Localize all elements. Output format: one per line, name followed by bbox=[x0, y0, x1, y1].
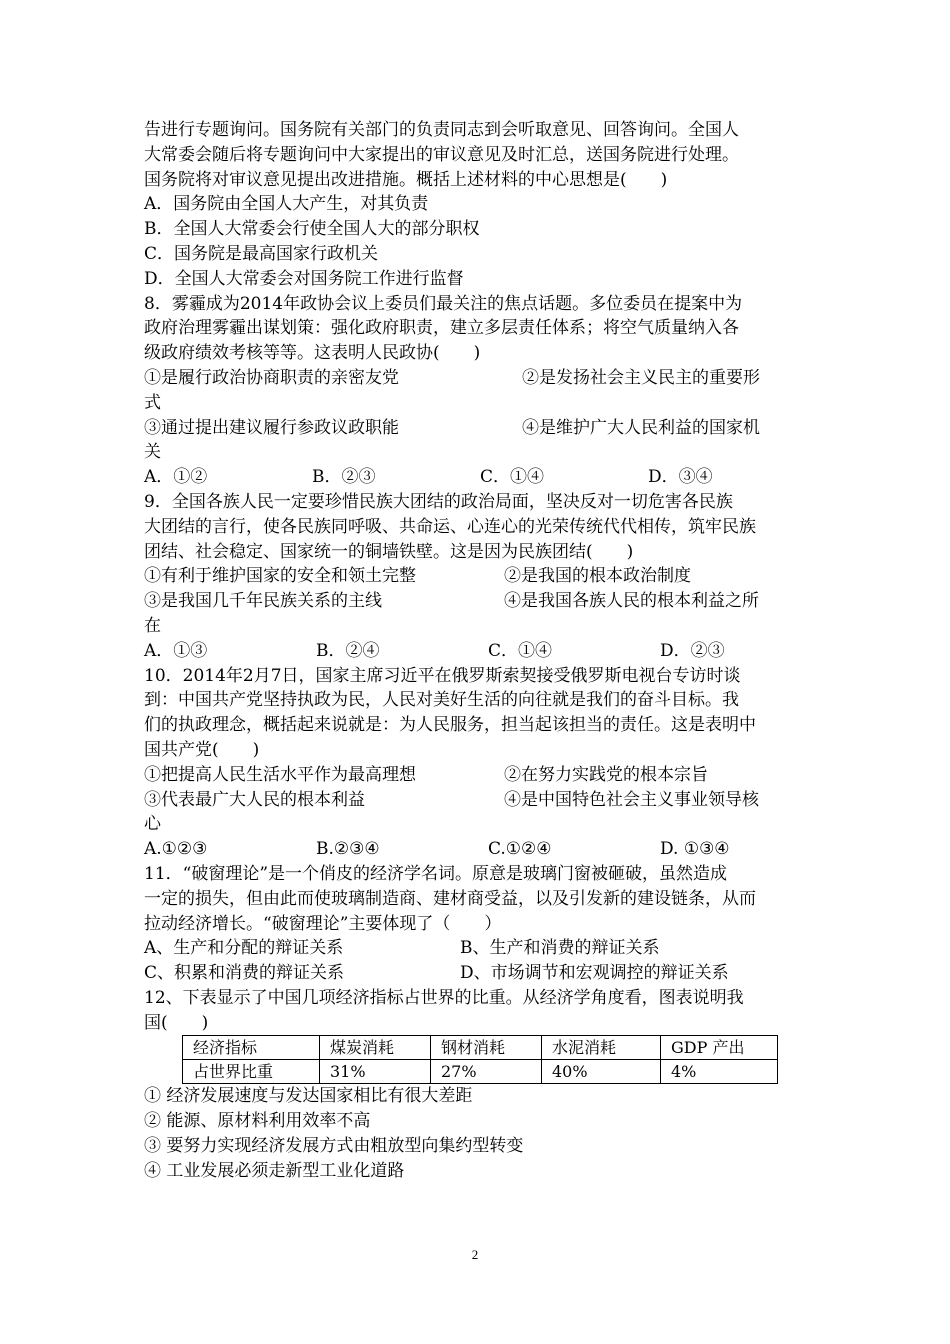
q7-option-d: D．全国人大常委会对国务院工作进行监督 bbox=[144, 268, 464, 289]
q9-statement-4-wrap: 在 bbox=[144, 615, 161, 636]
table-cell: 4% bbox=[661, 1060, 778, 1084]
q11-option-d: D、市场调节和宏观调控的辩证关系 bbox=[460, 963, 729, 984]
q11-option-c: C、积累和消费的辩证关系 bbox=[144, 963, 345, 984]
q10-line-2: 到：中国共产党坚持执政为民，人民对美好生活的向往就是我们的奋斗目标。我 bbox=[144, 690, 739, 711]
q9-line-3: 团结、社会稳定、国家统一的铜墙铁壁。这是因为民族团结( ) bbox=[144, 541, 634, 562]
q7-line-1: 告进行专题询问。国务院有关部门的负责同志到会听取意见、回答询问。全国人 bbox=[144, 120, 739, 140]
economic-indicators-table bbox=[182, 1035, 778, 1084]
q10-line-3: 们的执政理念，概括起来说就是：为人民服务，担当起该担当的责任。这是表明中 bbox=[144, 715, 756, 736]
q7-option-c: C．国务院是最高国家行政机关 bbox=[144, 243, 379, 264]
table-cell: 40% bbox=[542, 1060, 661, 1084]
q9-line-1: 9．全国各族人民一定要珍惜民族大团结的政治局面，坚决反对一切危害各民族 bbox=[144, 491, 733, 512]
q8-option-c: C．①④ bbox=[480, 467, 545, 488]
q7-line-2: 大常委会随后将专题询问中大家提出的审议意见及时汇总，送国务院进行处理。 bbox=[144, 144, 739, 165]
q10-statements-row-2 bbox=[144, 788, 810, 813]
q10-option-b: B.②③④ bbox=[316, 839, 380, 860]
q11-options-row-1 bbox=[144, 936, 810, 961]
table-header-cell: 水泥消耗 bbox=[542, 1036, 661, 1060]
q10-option-c: C.①②④ bbox=[488, 839, 552, 860]
q11-option-a: A、生产和分配的辩证关系 bbox=[144, 938, 344, 959]
page-number: 2 bbox=[471, 1247, 479, 1262]
page-content bbox=[144, 118, 810, 1184]
q8-line-3: 级政府绩效考核等等。这表明人民政协( ) bbox=[144, 343, 481, 364]
q11-option-b: B、生产和消费的辩证关系 bbox=[460, 938, 660, 959]
q9-statement-2: ②是我国的根本政治制度 bbox=[504, 566, 691, 587]
q7-option-b: B．全国人大常委会行使全国人大的部分职权 bbox=[144, 219, 480, 240]
q10-statement-3: ③代表最广大人民的根本利益 bbox=[144, 789, 365, 810]
q12-statement-4: ④ 工业发展必须走新型工业化道路 bbox=[144, 1160, 405, 1181]
q8-statement-2: ②是发扬社会主义民主的重要形 bbox=[522, 367, 760, 388]
q7-option-a: A．国务院由全国人大产生，对其负责 bbox=[144, 194, 429, 215]
q10-statements-row-1 bbox=[144, 763, 810, 788]
q8-option-d: D．③④ bbox=[648, 467, 713, 488]
q8-line-2: 政府治理雾霾出谋划策：强化政府职责，建立多层责任体系；将空气质量纳入各 bbox=[144, 318, 739, 339]
q9-option-a: A．①③ bbox=[144, 640, 208, 661]
q9-option-d: D．②③ bbox=[660, 640, 725, 661]
q11-options-row-2 bbox=[144, 961, 810, 986]
q9-statements-row-1 bbox=[144, 564, 810, 589]
q10-statement-2: ②在努力实践党的根本宗旨 bbox=[504, 764, 708, 785]
q12-statement-3: ③ 要努力实现经济发展方式由粗放型向集约型转变 bbox=[144, 1136, 524, 1157]
table-header-cell: 钢材消耗 bbox=[431, 1036, 542, 1060]
q8-statement-3: ③通过提出建议履行参政议政职能 bbox=[144, 417, 399, 438]
q9-statements-row-2 bbox=[144, 589, 810, 614]
q11-line-2: 一定的损失，但由此而使玻璃制造商、建材商受益，以及引发新的建设链条，从而 bbox=[144, 888, 756, 909]
q8-statement-4: ④是维护广大人民利益的国家机 bbox=[522, 417, 760, 438]
q9-options bbox=[144, 639, 810, 664]
q10-statement-4-wrap: 心 bbox=[144, 814, 161, 835]
q8-statements-row-1 bbox=[144, 366, 810, 391]
q12-line-1: 12、下表显示了中国几项经济指标占世界的比重。从经济学角度看，图表说明我 bbox=[144, 987, 744, 1008]
q9-statement-1: ①有利于维护国家的安全和领土完整 bbox=[144, 566, 416, 587]
q8-options bbox=[144, 465, 810, 490]
table-header-row bbox=[183, 1036, 778, 1060]
q10-option-d: D. ①③④ bbox=[660, 839, 730, 860]
q10-statement-1: ①把提高人民生活水平作为最高理想 bbox=[144, 764, 416, 785]
table-cell: 27% bbox=[431, 1060, 542, 1084]
q9-option-c: C．①④ bbox=[488, 640, 553, 661]
table-header-cell: 经济指标 bbox=[183, 1036, 320, 1060]
table-cell: 31% bbox=[320, 1060, 431, 1084]
table-row bbox=[183, 1060, 778, 1084]
q9-option-b: B．②④ bbox=[316, 640, 380, 661]
q11-line-3: 拉动经济增长。“破窗理论”主要体现了（ ） bbox=[144, 913, 502, 934]
q8-line-1: 8．雾霾成为2014年政协会议上委员们最关注的焦点话题。多位委员在提案中为 bbox=[144, 293, 743, 314]
q8-option-a: A．①② bbox=[144, 467, 208, 488]
q8-statement-1: ①是履行政治协商职责的亲密友党 bbox=[144, 367, 399, 388]
q8-statement-4-wrap: 关 bbox=[144, 442, 161, 463]
q9-statement-3: ③是我国几千年民族关系的主线 bbox=[144, 591, 382, 612]
q10-line-1: 10．2014年2月7日，国家主席习近平在俄罗斯索契接受俄罗斯电视台专访时谈 bbox=[144, 665, 741, 686]
q10-line-4: 国共产党( ) bbox=[144, 739, 260, 760]
q8-statements-row-2 bbox=[144, 416, 810, 441]
q7-line-3: 国务院将对审议意见提出改进措施。概括上述材料的中心思想是( ) bbox=[144, 169, 668, 190]
q11-line-1: 11．“破窗理论”是一个俏皮的经济学名词。原意是玻璃门窗被砸破，虽然造成 bbox=[144, 863, 728, 884]
q12-line-2: 国( ) bbox=[144, 1012, 209, 1033]
q9-statement-4: ④是我国各族人民的根本利益之所 bbox=[504, 591, 759, 612]
q10-option-a: A.①②③ bbox=[144, 839, 208, 860]
table-cell: 占世界比重 bbox=[183, 1060, 320, 1084]
table-header-cell: GDP 产出 bbox=[661, 1036, 778, 1060]
q10-statement-4: ④是中国特色社会主义事业领导核 bbox=[504, 789, 759, 810]
table-header-cell: 煤炭消耗 bbox=[320, 1036, 431, 1060]
q8-option-b: B．②③ bbox=[312, 467, 376, 488]
q12-statement-2: ② 能源、原材料利用效率不高 bbox=[144, 1111, 371, 1132]
q10-options bbox=[144, 837, 810, 862]
q8-statement-2-wrap: 式 bbox=[144, 392, 161, 413]
q9-line-2: 大团结的言行，使各民族同呼吸、共命运、心连心的光荣传统代代相传，筑牢民族 bbox=[144, 516, 756, 537]
q12-statement-1: ① 经济发展速度与发达国家相比有很大差距 bbox=[144, 1086, 473, 1107]
